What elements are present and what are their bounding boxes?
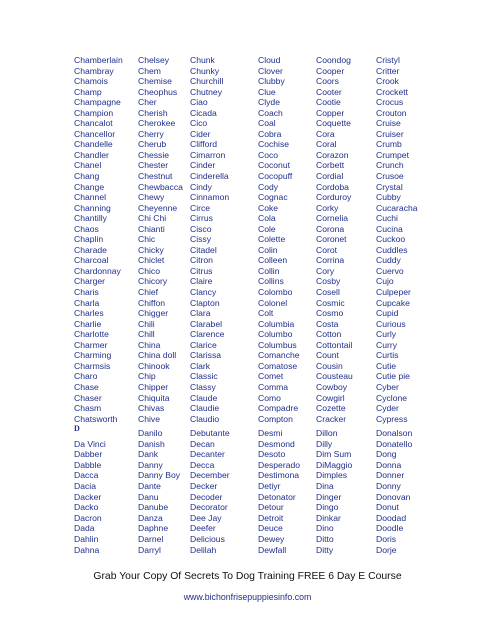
dog-name: Charo bbox=[74, 371, 98, 382]
dog-name: Chill bbox=[138, 329, 155, 340]
dog-name: Donut bbox=[376, 502, 399, 513]
dog-name: Dinger bbox=[316, 491, 342, 502]
dog-name: Cosby bbox=[316, 276, 341, 287]
dog-name: Dina bbox=[316, 480, 334, 491]
dog-name: Clarence bbox=[190, 329, 225, 340]
dog-name: Cracker bbox=[316, 413, 347, 424]
dog-name: Chi Chi bbox=[138, 213, 167, 224]
dog-name: Cinnamon bbox=[190, 192, 230, 203]
dog-name: Cimarron bbox=[190, 149, 226, 160]
dog-name: Dimples bbox=[316, 470, 348, 481]
dog-name: Ciao bbox=[190, 97, 208, 108]
dog-name: Cupid bbox=[376, 308, 399, 319]
dog-name: Chaos bbox=[74, 223, 99, 234]
dog-name: Da Vinci bbox=[74, 438, 106, 449]
dog-name: Clancy bbox=[190, 287, 217, 298]
dog-name: Cuchi bbox=[376, 213, 398, 224]
dog-name: Chewbacca bbox=[138, 181, 183, 192]
name-column bbox=[258, 55, 316, 424]
dog-name: Corrina bbox=[316, 255, 345, 266]
dog-name: Clover bbox=[258, 65, 283, 76]
name-column bbox=[74, 428, 138, 555]
dog-name: Doodle bbox=[376, 523, 404, 534]
dog-name: Ditto bbox=[316, 533, 334, 544]
dog-name: Chessie bbox=[138, 149, 170, 160]
dog-name: Champ bbox=[74, 86, 102, 97]
dog-name: Clarissa bbox=[190, 350, 222, 361]
dog-name: Cloud bbox=[258, 55, 281, 65]
dog-name: Critter bbox=[376, 65, 400, 76]
dog-name: Cico bbox=[190, 118, 208, 129]
dog-name: Detour bbox=[258, 502, 284, 513]
dog-name: Comet bbox=[258, 371, 284, 382]
dog-name: Chivas bbox=[138, 403, 165, 414]
dog-name: Donovan bbox=[376, 491, 411, 502]
dog-name: Cruiser bbox=[376, 128, 404, 139]
dog-name: Dilly bbox=[316, 438, 333, 449]
dog-name: Cosell bbox=[316, 287, 340, 298]
dog-name: Circe bbox=[190, 202, 211, 213]
dog-name: Desmi bbox=[258, 428, 283, 438]
dog-name: Cousteau bbox=[316, 371, 353, 382]
dog-name: Cola bbox=[258, 213, 276, 224]
dog-name: Cozette bbox=[316, 403, 346, 414]
dog-name: Chasm bbox=[74, 403, 102, 414]
dog-name: Dewey bbox=[258, 533, 285, 544]
dog-name: Corona bbox=[316, 223, 345, 234]
dog-name: Donalson bbox=[376, 428, 413, 438]
dog-name: Chambray bbox=[74, 65, 114, 76]
name-column bbox=[376, 55, 432, 424]
dog-name: Chase bbox=[74, 381, 99, 392]
dog-name bbox=[74, 428, 138, 439]
dog-name: Chamberlain bbox=[74, 55, 123, 65]
dog-name: Comanche bbox=[258, 350, 300, 361]
dog-name: Clark bbox=[190, 360, 211, 371]
dog-name: Cocopuff bbox=[258, 171, 293, 182]
dog-name: Dahna bbox=[74, 544, 100, 555]
dog-name: Decanter bbox=[190, 449, 225, 460]
dog-name: Citron bbox=[190, 255, 213, 266]
dog-name: Coral bbox=[316, 139, 337, 150]
dog-name: Compton bbox=[258, 413, 293, 424]
dog-name: Cosmic bbox=[316, 297, 345, 308]
section-letter-d: D bbox=[74, 424, 80, 433]
dog-name: Claude bbox=[190, 392, 218, 403]
dog-name: Cootie bbox=[316, 97, 341, 108]
dog-name: Clubby bbox=[258, 76, 285, 87]
dog-name: Cordoba bbox=[316, 181, 349, 192]
dog-name: Churchill bbox=[190, 76, 224, 87]
dog-name: Change bbox=[74, 181, 105, 192]
dog-name: Doris bbox=[376, 533, 397, 544]
dog-name: Corduroy bbox=[316, 192, 352, 203]
dog-name: Chanel bbox=[74, 160, 102, 171]
name-column bbox=[316, 428, 376, 555]
dog-name: Cowboy bbox=[316, 381, 348, 392]
dog-name: Cyder bbox=[376, 403, 399, 414]
dog-name: Desmond bbox=[258, 438, 295, 449]
dog-name: Channing bbox=[74, 202, 111, 213]
dog-name: Cinderella bbox=[190, 171, 229, 182]
dog-name: Crusoe bbox=[376, 171, 404, 182]
dog-name: Decan bbox=[190, 438, 215, 449]
dog-name: Claudie bbox=[190, 403, 220, 414]
dog-name: Danu bbox=[138, 491, 159, 502]
dog-name: Dabble bbox=[74, 459, 102, 470]
dog-name: Corot bbox=[316, 244, 338, 255]
dog-name: Costa bbox=[316, 318, 339, 329]
dog-name: Crunch bbox=[376, 160, 404, 171]
dog-name: Cisco bbox=[190, 223, 212, 234]
dog-name: Coronet bbox=[316, 234, 347, 245]
dog-name: Chester bbox=[138, 160, 169, 171]
dog-name: Dacron bbox=[74, 512, 102, 523]
dog-name: Colt bbox=[258, 308, 274, 319]
dog-name: Deuce bbox=[258, 523, 283, 534]
dog-name: Chestnut bbox=[138, 171, 173, 182]
dog-name: Como bbox=[258, 392, 281, 403]
dog-name: Charmer bbox=[74, 339, 108, 350]
name-column bbox=[138, 55, 190, 424]
dog-name: Cherish bbox=[138, 107, 168, 118]
dog-name: Dacca bbox=[74, 470, 99, 481]
name-column bbox=[74, 55, 138, 424]
dog-name: Compadre bbox=[258, 403, 299, 414]
dog-name: Darnel bbox=[138, 533, 164, 544]
dog-name: Danny Boy bbox=[138, 470, 181, 481]
dog-name: Cyclone bbox=[376, 392, 408, 403]
dog-name: Coquette bbox=[316, 118, 351, 129]
dog-name: Chicky bbox=[138, 244, 164, 255]
dog-name: Cuddy bbox=[376, 255, 401, 266]
dog-name: Decoder bbox=[190, 491, 223, 502]
dog-name: Cristyl bbox=[376, 55, 400, 65]
dog-name: Chicory bbox=[138, 276, 168, 287]
dog-name: Cottontail bbox=[316, 339, 353, 350]
dog-name: Cindy bbox=[190, 181, 212, 192]
dog-name: Clyde bbox=[258, 97, 280, 108]
dog-name: Citadel bbox=[190, 244, 217, 255]
dog-name: Chiquita bbox=[138, 392, 170, 403]
dog-name: Dank bbox=[138, 449, 159, 460]
dog-name: Charger bbox=[74, 276, 106, 287]
dog-name: Clue bbox=[258, 86, 276, 97]
dog-name: Dong bbox=[376, 449, 397, 460]
dog-name: China bbox=[138, 339, 161, 350]
website-url[interactable]: www.bichonfrisepuppiesinfo.com bbox=[183, 592, 312, 602]
dog-name: Colonel bbox=[258, 297, 288, 308]
dog-name: Cochise bbox=[258, 139, 290, 150]
dog-name: Curious bbox=[376, 318, 406, 329]
dog-name: Corbett bbox=[316, 160, 345, 171]
dog-name: Colette bbox=[258, 234, 286, 245]
dog-name: Cuervo bbox=[376, 265, 404, 276]
dog-name: Chantilly bbox=[74, 213, 107, 224]
dog-name: Crockett bbox=[376, 86, 408, 97]
dog-name: Cowgirl bbox=[316, 392, 345, 403]
dog-name: Cordial bbox=[316, 171, 344, 182]
dog-name: Cody bbox=[258, 181, 279, 192]
dog-name: Cole bbox=[258, 223, 276, 234]
dog-name: Cuddles bbox=[376, 244, 408, 255]
dog-name: Corky bbox=[316, 202, 339, 213]
dog-name: Cruise bbox=[376, 118, 401, 129]
dog-name: Clifford bbox=[190, 139, 218, 150]
dog-name: Crocus bbox=[376, 97, 404, 108]
dog-name: Dino bbox=[316, 523, 334, 534]
dog-name: Charlotte bbox=[74, 329, 109, 340]
dog-name: Classy bbox=[190, 381, 216, 392]
dog-name: Decker bbox=[190, 480, 218, 491]
dog-name: Dabber bbox=[74, 449, 103, 460]
dog-name: Cucina bbox=[376, 223, 403, 234]
dog-name: Chardonnay bbox=[74, 265, 121, 276]
dog-name: Cooper bbox=[316, 65, 345, 76]
dog-name: Cuckoo bbox=[376, 234, 406, 245]
dog-name: Dacko bbox=[74, 502, 99, 513]
dog-name: Columbus bbox=[258, 339, 297, 350]
dog-name: Cyber bbox=[376, 381, 399, 392]
dog-name: Columbo bbox=[258, 329, 293, 340]
dog-name: Coco bbox=[258, 149, 279, 160]
dog-name: Chang bbox=[74, 171, 100, 182]
dog-name: Cooter bbox=[316, 86, 342, 97]
dog-name: Detiyr bbox=[258, 480, 281, 491]
dog-name: Chiffon bbox=[138, 297, 166, 308]
dog-name: Danube bbox=[138, 502, 169, 513]
dog-name: Charla bbox=[74, 297, 100, 308]
dog-name: Columbia bbox=[258, 318, 295, 329]
dog-name: Chewy bbox=[138, 192, 165, 203]
dog-name: Dinkar bbox=[316, 512, 341, 523]
dog-name: Cheyenne bbox=[138, 202, 178, 213]
dog-name: Corazon bbox=[316, 149, 349, 160]
dog-name: Charcoal bbox=[74, 255, 109, 266]
dog-name: Chigger bbox=[138, 308, 169, 319]
dog-name: Claire bbox=[190, 276, 213, 287]
dog-name: Cherokee bbox=[138, 118, 176, 129]
dog-name: Destimona bbox=[258, 470, 300, 481]
dog-name: Cora bbox=[316, 128, 335, 139]
dog-name: Chipper bbox=[138, 381, 169, 392]
dog-name: Cornelia bbox=[316, 213, 349, 224]
dog-name: Cousin bbox=[316, 360, 343, 371]
dog-name: Cider bbox=[190, 128, 211, 139]
dog-name: Chem bbox=[138, 65, 161, 76]
dog-name: Cosmo bbox=[316, 308, 344, 319]
dog-name: Crumb bbox=[376, 139, 402, 150]
dog-name: Debutante bbox=[190, 428, 230, 438]
name-column bbox=[376, 428, 432, 555]
dog-name: Dewfall bbox=[258, 544, 287, 555]
dog-name: Coal bbox=[258, 118, 276, 129]
dog-name: Donny bbox=[376, 480, 401, 491]
dog-name: China doll bbox=[138, 350, 177, 361]
dog-name: Chaplin bbox=[74, 234, 104, 245]
dog-name: Collins bbox=[258, 276, 284, 287]
dog-name: Dingo bbox=[316, 502, 339, 513]
dog-name: Chief bbox=[138, 287, 159, 298]
dog-name: Crystal bbox=[376, 181, 403, 192]
dog-name: Charmsis bbox=[74, 360, 111, 371]
dog-name: Chancellor bbox=[74, 128, 116, 139]
dog-name: Comatose bbox=[258, 360, 298, 371]
dog-name: Comma bbox=[258, 381, 289, 392]
dog-name: Chunky bbox=[190, 65, 220, 76]
dog-name: Donner bbox=[376, 470, 405, 481]
dog-name: Dacia bbox=[74, 480, 96, 491]
dog-name: Cheophus bbox=[138, 86, 178, 97]
dog-name: December bbox=[190, 470, 230, 481]
dog-name: Delicious bbox=[190, 533, 225, 544]
dog-name: Champagne bbox=[74, 97, 121, 108]
dog-name: Chic bbox=[138, 234, 156, 245]
dog-name: Clapton bbox=[190, 297, 220, 308]
dog-name: Ditty bbox=[316, 544, 334, 555]
dog-name: Crumpet bbox=[376, 149, 409, 160]
dog-name: Dada bbox=[74, 523, 95, 534]
dog-name: Daphne bbox=[138, 523, 169, 534]
dog-name: Cognac bbox=[258, 192, 288, 203]
dog-name: Dillon bbox=[316, 428, 338, 438]
dog-name: Cupcake bbox=[376, 297, 410, 308]
dog-name: Copper bbox=[316, 107, 345, 118]
dog-name: Clarabel bbox=[190, 318, 223, 329]
dog-name: Colin bbox=[258, 244, 278, 255]
dog-name: Cicada bbox=[190, 107, 217, 118]
dog-name: Chiclet bbox=[138, 255, 165, 266]
dog-name: Cutie pie bbox=[376, 371, 410, 382]
dog-name: Chinook bbox=[138, 360, 170, 371]
dog-name: Dacker bbox=[74, 491, 102, 502]
dog-name: Clarice bbox=[190, 339, 217, 350]
dog-name: Coondog bbox=[316, 55, 351, 65]
dog-name: Classic bbox=[190, 371, 218, 382]
dog-name: Charade bbox=[74, 244, 107, 255]
dog-name: Charming bbox=[74, 350, 112, 361]
dog-name: Channel bbox=[74, 192, 107, 203]
dog-name: Curry bbox=[376, 339, 398, 350]
name-column bbox=[190, 55, 258, 424]
dog-name: Chianti bbox=[138, 223, 165, 234]
dog-name: Donatello bbox=[376, 438, 413, 449]
dog-name: Decca bbox=[190, 459, 215, 470]
name-column bbox=[138, 428, 190, 555]
dog-name: Count bbox=[316, 350, 339, 361]
dog-name: Curly bbox=[376, 329, 397, 340]
dog-name: Chatsworth bbox=[74, 413, 118, 424]
dog-name: Cher bbox=[138, 97, 157, 108]
dog-name: Desoto bbox=[258, 449, 286, 460]
dog-name: Claudio bbox=[190, 413, 220, 424]
dog-name: Darryl bbox=[138, 544, 161, 555]
dog-name: Coors bbox=[316, 76, 339, 87]
dog-name: Chaser bbox=[74, 392, 102, 403]
dog-name: Desperado bbox=[258, 459, 301, 470]
dog-name: Crouton bbox=[376, 107, 407, 118]
dog-name: Clara bbox=[190, 308, 211, 319]
dog-name: Dorje bbox=[376, 544, 397, 555]
dog-name: Chemise bbox=[138, 76, 172, 87]
dog-name: Danny bbox=[138, 459, 163, 470]
dog-name: Chili bbox=[138, 318, 155, 329]
dog-name: Chip bbox=[138, 371, 156, 382]
dog-name: Coke bbox=[258, 202, 279, 213]
dog-name: Danza bbox=[138, 512, 163, 523]
dog-name: Dante bbox=[138, 480, 161, 491]
dog-name: Delilah bbox=[190, 544, 217, 555]
dog-name: Danilo bbox=[138, 428, 163, 438]
name-list-c bbox=[74, 55, 432, 424]
dog-name: Chutney bbox=[190, 86, 223, 97]
dog-name: Crook bbox=[376, 76, 399, 87]
dog-name: Curtis bbox=[376, 350, 399, 361]
dog-name: Culpeper bbox=[376, 287, 411, 298]
dog-name: Champion bbox=[74, 107, 114, 118]
dog-name: Cypress bbox=[376, 413, 408, 424]
dog-name: Doodad bbox=[376, 512, 407, 523]
dog-name: Citrus bbox=[190, 265, 213, 276]
dog-name: Cobra bbox=[258, 128, 282, 139]
dog-name: Dahlin bbox=[74, 533, 99, 544]
dog-name: Collin bbox=[258, 265, 280, 276]
dog-name: Cherry bbox=[138, 128, 164, 139]
dog-name: Detroit bbox=[258, 512, 284, 523]
dog-name: Coconut bbox=[258, 160, 291, 171]
dog-name: Charlie bbox=[74, 318, 102, 329]
name-column bbox=[190, 428, 258, 555]
dog-name: Donna bbox=[376, 459, 402, 470]
dog-name: Detonator bbox=[258, 491, 296, 502]
dog-name: Chunk bbox=[190, 55, 215, 65]
dog-name: Colleen bbox=[258, 255, 288, 266]
promo-text: Grab Your Copy Of Secrets To Dog Training FREE 6 Day E Course bbox=[93, 571, 402, 582]
name-column bbox=[258, 428, 316, 555]
dog-name: Danish bbox=[138, 438, 165, 449]
dog-name: Cherub bbox=[138, 139, 167, 150]
dog-name: Cory bbox=[316, 265, 335, 276]
dog-name: Cirrus bbox=[190, 213, 213, 224]
dog-name: Chancalot bbox=[74, 118, 113, 129]
dog-name: Chelsey bbox=[138, 55, 170, 65]
dog-name: Cissy bbox=[190, 234, 212, 245]
name-list-d bbox=[74, 428, 432, 555]
name-column bbox=[316, 55, 376, 424]
dog-name: Cujo bbox=[376, 276, 394, 287]
dog-name: Chandelle bbox=[74, 139, 113, 150]
dog-name: Chico bbox=[138, 265, 160, 276]
dog-name: Cotton bbox=[316, 329, 342, 340]
dog-name: Colombo bbox=[258, 287, 293, 298]
dog-name: Charles bbox=[74, 308, 104, 319]
dog-name: Chamois bbox=[74, 76, 108, 87]
dog-name: Cutie bbox=[376, 360, 397, 371]
dog-name: DiMaggio bbox=[316, 459, 353, 470]
dog-name: Charis bbox=[74, 287, 99, 298]
dog-name: Coach bbox=[258, 107, 283, 118]
dog-name: Dim Sum bbox=[316, 449, 352, 460]
dog-name: Decorator bbox=[190, 502, 228, 513]
dog-name: Cinder bbox=[190, 160, 216, 171]
dog-name: Deefer bbox=[190, 523, 216, 534]
dog-name: Cucaracha bbox=[376, 202, 418, 213]
dog-name: Chandler bbox=[74, 149, 109, 160]
dog-name: Cubby bbox=[376, 192, 401, 203]
dog-name: Dee Jay bbox=[190, 512, 222, 523]
dog-name: Chive bbox=[138, 413, 160, 424]
